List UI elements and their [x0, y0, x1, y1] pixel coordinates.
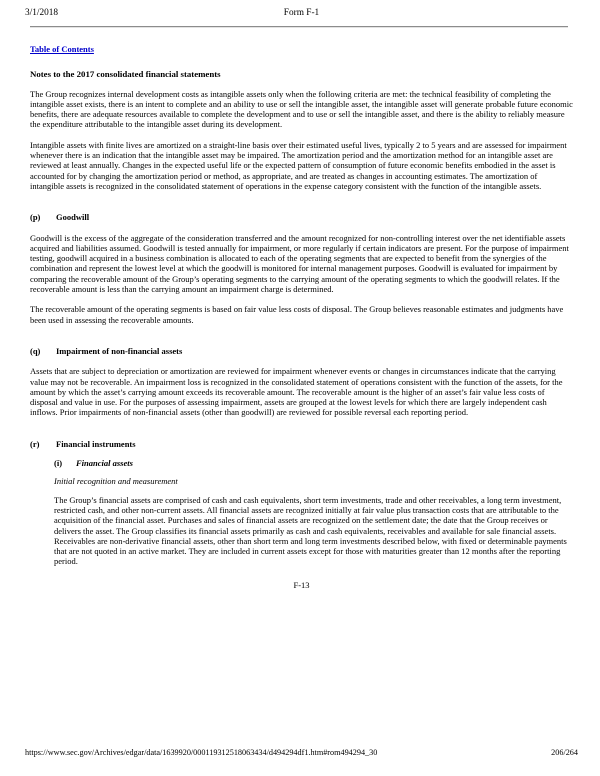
- table-of-contents-link[interactable]: Table of Contents: [30, 44, 94, 54]
- section-r-title: Financial instruments: [56, 438, 136, 449]
- intro-paragraph-1: The Group recognizes internal development costs as intangible assets only when the following criteria are met: the technical feasibility of completing the intangible asset exists, there is an intent to complete and an ability to use or sell the intangible asset, the intangible asset will generate probable future economic benefits, there are adequate resources available to complete the development and to use or sell the intangible asset, and there is the ability to reliably measure the expenditure attributable to the intangible asset during its development.: [30, 88, 573, 130]
- section-p-heading: [30, 212, 573, 222]
- footer-page-indicator: 206/264: [551, 748, 578, 757]
- section-q-marker: (q): [30, 345, 41, 356]
- subsection-italic-heading: Initial recognition and measurement: [54, 476, 178, 487]
- section-q-paragraph-1: Assets that are subject to depreciation or amortization are reviewed for impairment whenever events or changes in circumstances indicate that the carrying value may not be recoverable. An impairment loss is recognized in the consolidated statement of operations consistent with the function of the assets, for the amount by which the asset’s carrying amount exceeds its recoverable amount. The recoverable amount is the higher of an asset’s fair value less costs of disposal and value in use. For the purposes of assessing impairment, assets are grouped at the lowest levels for which there are largely independent cash inflows. Prior impairments of non-financial assets (other than goodwill) are reviewed for possible reversal each reporting period.: [30, 366, 563, 418]
- section-r-heading: [30, 439, 573, 449]
- notes-heading: Notes to the 2017 consolidated financial statements: [30, 69, 221, 80]
- section-p-title: Goodwill: [56, 212, 90, 223]
- subsection-marker: (i): [54, 458, 63, 469]
- section-r-subsection-financial-assets: [30, 458, 573, 567]
- sheet-page-number: F-13: [293, 579, 310, 590]
- subsection-paragraph-1: The Group’s financial assets are comprised of cash and cash equivalents, short term investments, trade and other receivables, a long term investment, restricted cash, and other non-current assets. All financial assets are recognized initially at fair value plus transaction costs that are attributable to the acquisition of the financial asset. Purchases and sales of financial assets are recognized on the settlement date; the date that the Group receives or delivers the asset. The Group classifies its financial assets primarily as cash and cash equivalents, receivables and available for sale financial assets. Receivables are non-derivative financial assets, other than short term and long term investments described below, with fixed or determinable payments that are not quoted in an active market. They are included in current assets except for those with maturities greater than 12 months after the reporting period.: [54, 494, 567, 567]
- print-header: [25, 8, 578, 20]
- section-p-marker: (p): [30, 212, 41, 223]
- section-r-marker: (r): [30, 438, 40, 449]
- section-q-title: Impairment of non-financial assets: [56, 345, 183, 356]
- print-footer: [25, 748, 578, 757]
- document-body: [30, 28, 573, 590]
- toc-link-row: [30, 44, 573, 54]
- footer-url: https://www.sec.gov/Archives/edgar/data/1639920/000119312518063434/d494294df1.htm#rom494294_30: [25, 748, 378, 757]
- subsection-heading: [54, 458, 573, 468]
- subsection-title: Financial assets: [76, 458, 133, 469]
- intro-paragraph-2: Intangible assets with finite lives are amortized on a straight-line basis over their estimated useful lives, typically 2 to 5 years and are assessed for impairment whenever there is an indication that the intangible asset may be impaired. The amortization period and the amortization method for an intangible asset are reviewed at least annually. Changes in the expected useful life or the expected pattern of consumption of future economic benefits embodied in the asset is accounted for by changing the amortization period or method, as appropriate, and are treated as changes in accounting estimates. The amortization of intangible assets is recognized in the consolidated statement of operations in the expense category consistent with the function of the intangible assets.: [30, 139, 567, 191]
- section-p-paragraph-1: Goodwill is the excess of the aggregate of the consideration transferred and the amount recognized for non-controlling interest over the net identifiable assets acquired and liabilities assumed. Goodwill is tested annually for impairment, or more regularly if certain indicators are present. For the purpose of impairment testing, goodwill acquired in a business combination is allocated to each of the operating segments that are expected to benefit from the synergies of the combination and represent the lowest level at which the goodwill is monitored for internal management purposes. Goodwill is evaluated for impairment by comparing the recoverable amount of the Group’s operating segments to the carrying amount of the operating segments to which the goodwill relates. If the recoverable amount is less than the carrying amount an impairment charge is determined.: [30, 232, 569, 295]
- section-q-heading: [30, 346, 573, 356]
- section-p-paragraph-2: The recoverable amount of the operating segments is based on fair value less costs of disposal. The Group believes reasonable estimates and judgments have been used in assessing the recoverable amounts.: [30, 304, 564, 325]
- print-date: 3/1/2018: [25, 8, 59, 18]
- document-title: Form F-1: [283, 8, 320, 18]
